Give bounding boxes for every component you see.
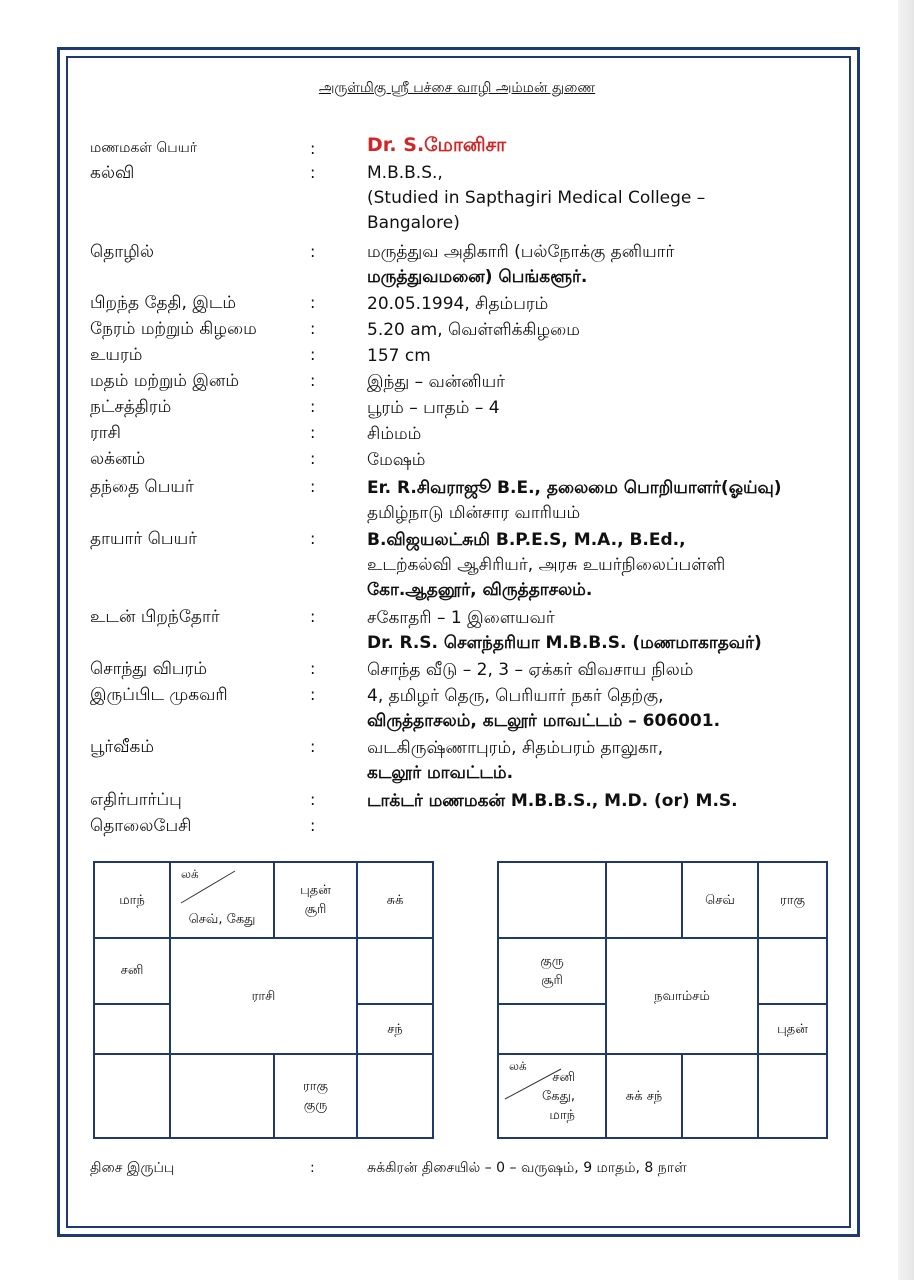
planet-label: செவ், கேது <box>188 912 256 927</box>
rasi-cell-r0c0 <box>93 861 171 939</box>
navamsa-cell-r0c3 <box>757 861 828 939</box>
planet-label: செவ் <box>705 893 735 908</box>
religion-value: இந்து – வன்னியர் <box>367 372 506 392</box>
occupation-line: மருத்துவமனை) பெங்களூர். <box>367 267 588 287</box>
father-label: தந்தை பெயர் <box>90 477 194 497</box>
colon: : <box>310 737 316 756</box>
blessing-heading: அருள்மிகு ஸ்ரீ பச்சை வாழி அம்மன் துணை <box>318 80 596 96</box>
rasi-cell-r1c0 <box>93 937 171 1005</box>
expectation-value: டாக்டர் மணமகன் M.B.B.S., M.D. (or) M.S. <box>367 791 738 811</box>
colon: : <box>310 477 316 496</box>
navamsa-cell-r0c2 <box>681 861 759 939</box>
rasi-cell-r1c3 <box>356 937 434 1005</box>
rasi-label: ராசி <box>90 423 121 443</box>
colon: : <box>310 449 316 468</box>
navamsa-cell-r3c0 <box>497 1053 607 1139</box>
navamsa-cell-r0c0 <box>497 861 607 939</box>
colon: : <box>310 371 316 390</box>
planet-label: ராகு <box>303 1079 328 1094</box>
property-label: சொந்து விபரம் <box>90 659 208 679</box>
time-day-value: 5.20 am, வெள்ளிக்கிழமை <box>367 320 580 340</box>
birth-value: 20.05.1994, சிதம்பரம் <box>367 294 549 314</box>
occupation-line: மருத்துவ அதிகாரி (பல்நோக்கு தனியார் <box>367 242 675 262</box>
rasi-cell-r3c3 <box>356 1053 434 1139</box>
rasi-cell-r0c3 <box>356 861 434 939</box>
education-label: கல்வி <box>90 163 135 183</box>
rasi-cell-r3c0 <box>93 1053 171 1139</box>
rasi-cell-r2c3 <box>356 1003 434 1055</box>
property-value: சொந்த வீடு – 2, 3 – ஏக்கர் விவசாய நிலம் <box>367 660 694 680</box>
colon: : <box>310 397 316 416</box>
mother-value <box>367 528 725 603</box>
siblings-label: உடன் பிறந்தோர் <box>90 607 220 627</box>
diagonal-line-icon <box>503 1067 563 1103</box>
address-label: இருப்பிட முகவரி <box>90 685 228 705</box>
lagnam-label: லக்னம் <box>90 449 146 469</box>
mother-line: கோ.ஆதனூர், விருத்தாசலம். <box>367 580 593 600</box>
navamsa-cell-r1c0 <box>497 937 607 1005</box>
height-label: உயரம் <box>90 345 143 365</box>
star-value: பூரம் – பாதம் – 4 <box>367 398 500 418</box>
page-edge-shadow <box>898 0 914 1280</box>
colon: : <box>310 345 316 364</box>
lagna-marker: லக் <box>509 1059 527 1073</box>
bride-name-value: Dr. S.மோனிசா <box>367 134 507 156</box>
education-line: M.B.B.S., <box>367 163 443 183</box>
planet-label: மாந் <box>119 892 145 908</box>
planet-label: சனி <box>120 963 144 978</box>
navamsa-cell-r1c3 <box>757 937 828 1005</box>
native-line: வடகிருஷ்ணாபுரம், சிதம்பரம் தாலுகா, <box>367 738 664 758</box>
native-line: கடலூர் மாவட்டம். <box>367 763 514 783</box>
address-line: விருத்தாசலம், கடலூர் மாவட்டம் – 606001. <box>367 711 721 731</box>
planet-label: குரு <box>303 1098 328 1113</box>
father-line: Er. R.சிவராஜூ B.E., தலைமை பொறியாளர்(ஓய்வு) <box>367 478 782 498</box>
mother-line: உடற்கல்வி ஆசிரியர், அரசு உயர்நிலைப்பள்ளி <box>367 555 726 575</box>
diagonal-line-icon <box>177 867 237 907</box>
planet-label: சுக் சந் <box>625 1088 663 1104</box>
father-line: தமிழ்நாடு மின்சார வாரியம் <box>367 503 581 523</box>
planet-label: சந் <box>387 1021 403 1037</box>
colon: : <box>310 607 316 626</box>
education-line: (Studied in Sapthagiri Medical College – <box>367 188 706 208</box>
rasi-cell-r0c2 <box>273 861 358 939</box>
father-value <box>367 476 782 526</box>
navamsa-chart-title: நவாம்சம் <box>654 988 710 1004</box>
planet-label: ராகு <box>780 893 805 908</box>
planet-label: குரு <box>540 954 564 969</box>
colon: : <box>310 423 316 442</box>
colon: : <box>310 685 316 704</box>
colon: : <box>310 1160 315 1176</box>
planet-label: புதன் <box>777 1021 808 1037</box>
expectation-label: எதிர்பார்ப்பு <box>90 790 182 810</box>
navamsa-cell-r2c3 <box>757 1003 828 1055</box>
colon: : <box>310 816 316 835</box>
planet-label: சூரி <box>304 902 327 917</box>
colon: : <box>310 319 316 338</box>
height-value: 157 cm <box>367 346 431 366</box>
dasa-value: சுக்கிரன் திசையில் – 0 – வருஷம், 9 மாதம், 8 நாள் <box>367 1160 687 1176</box>
navamsa-cell-r0c1 <box>605 861 683 939</box>
lagnam-value: மேஷம் <box>367 450 426 470</box>
address-value <box>367 684 720 734</box>
rasi-cell-r0c1 <box>169 861 275 939</box>
colon: : <box>310 163 316 182</box>
star-label: நட்சத்திரம் <box>90 397 172 417</box>
colon: : <box>310 659 316 678</box>
rasi-cell-r3c1 <box>169 1053 275 1139</box>
religion-label: மதம் மற்றும் இனம் <box>90 371 240 391</box>
education-line: Bangalore) <box>367 213 460 233</box>
rasi-cell-r3c2 <box>273 1053 358 1139</box>
native-value <box>367 736 663 786</box>
planet-label: கேது, <box>542 1088 575 1104</box>
occupation-value <box>367 240 674 290</box>
mother-label: தாயார் பெயர் <box>90 529 198 549</box>
bride-name-label: மணமகள் பெயர் <box>90 140 198 156</box>
navamsa-cell-r3c1 <box>605 1053 683 1139</box>
navamsa-cell-r2c0 <box>497 1003 607 1055</box>
navamsa-cell-r3c2 <box>681 1053 759 1139</box>
navamsa-center <box>605 937 759 1055</box>
education-value <box>367 161 705 236</box>
native-label: பூர்வீகம் <box>90 737 155 757</box>
siblings-line: Dr. R.S. சௌந்தரியா M.B.B.S. (மணமாகாதவர்) <box>367 633 762 653</box>
rasi-center <box>169 937 358 1055</box>
planet-label: மாந் <box>549 1107 575 1123</box>
colon: : <box>310 139 316 158</box>
lagna-marker: லக் <box>181 867 199 881</box>
colon: : <box>310 242 316 261</box>
planet-label: சனி <box>552 1069 575 1085</box>
address-line: 4, தமிழர் தெரு, பெரியார் நகர் தெற்கு, <box>367 686 664 706</box>
phone-label: தொலைபேசி <box>90 816 192 836</box>
birth-label: பிறந்த தேதி, இடம் <box>90 293 237 313</box>
planet-label: சூரி <box>541 973 563 988</box>
siblings-value <box>367 606 762 656</box>
rasi-value: சிம்மம் <box>367 424 422 444</box>
colon: : <box>310 293 316 312</box>
planet-label: சுக் <box>386 893 404 908</box>
occupation-label: தொழில் <box>90 242 155 262</box>
rasi-cell-r2c0 <box>93 1003 171 1055</box>
dasa-label: திசை இருப்பு <box>90 1160 175 1176</box>
colon: : <box>310 529 316 548</box>
colon: : <box>310 790 316 809</box>
mother-line: B.விஜயலட்சுமி B.P.E.S, M.A., B.Ed., <box>367 530 686 550</box>
rasi-chart-title: ராசி <box>251 988 276 1004</box>
siblings-line: சகோதரி – 1 இளையவர் <box>367 608 555 628</box>
navamsa-cell-r3c3 <box>757 1053 828 1139</box>
time-day-label: நேரம் மற்றும் கிழமை <box>90 319 257 339</box>
planet-label: புதன் <box>300 883 331 898</box>
